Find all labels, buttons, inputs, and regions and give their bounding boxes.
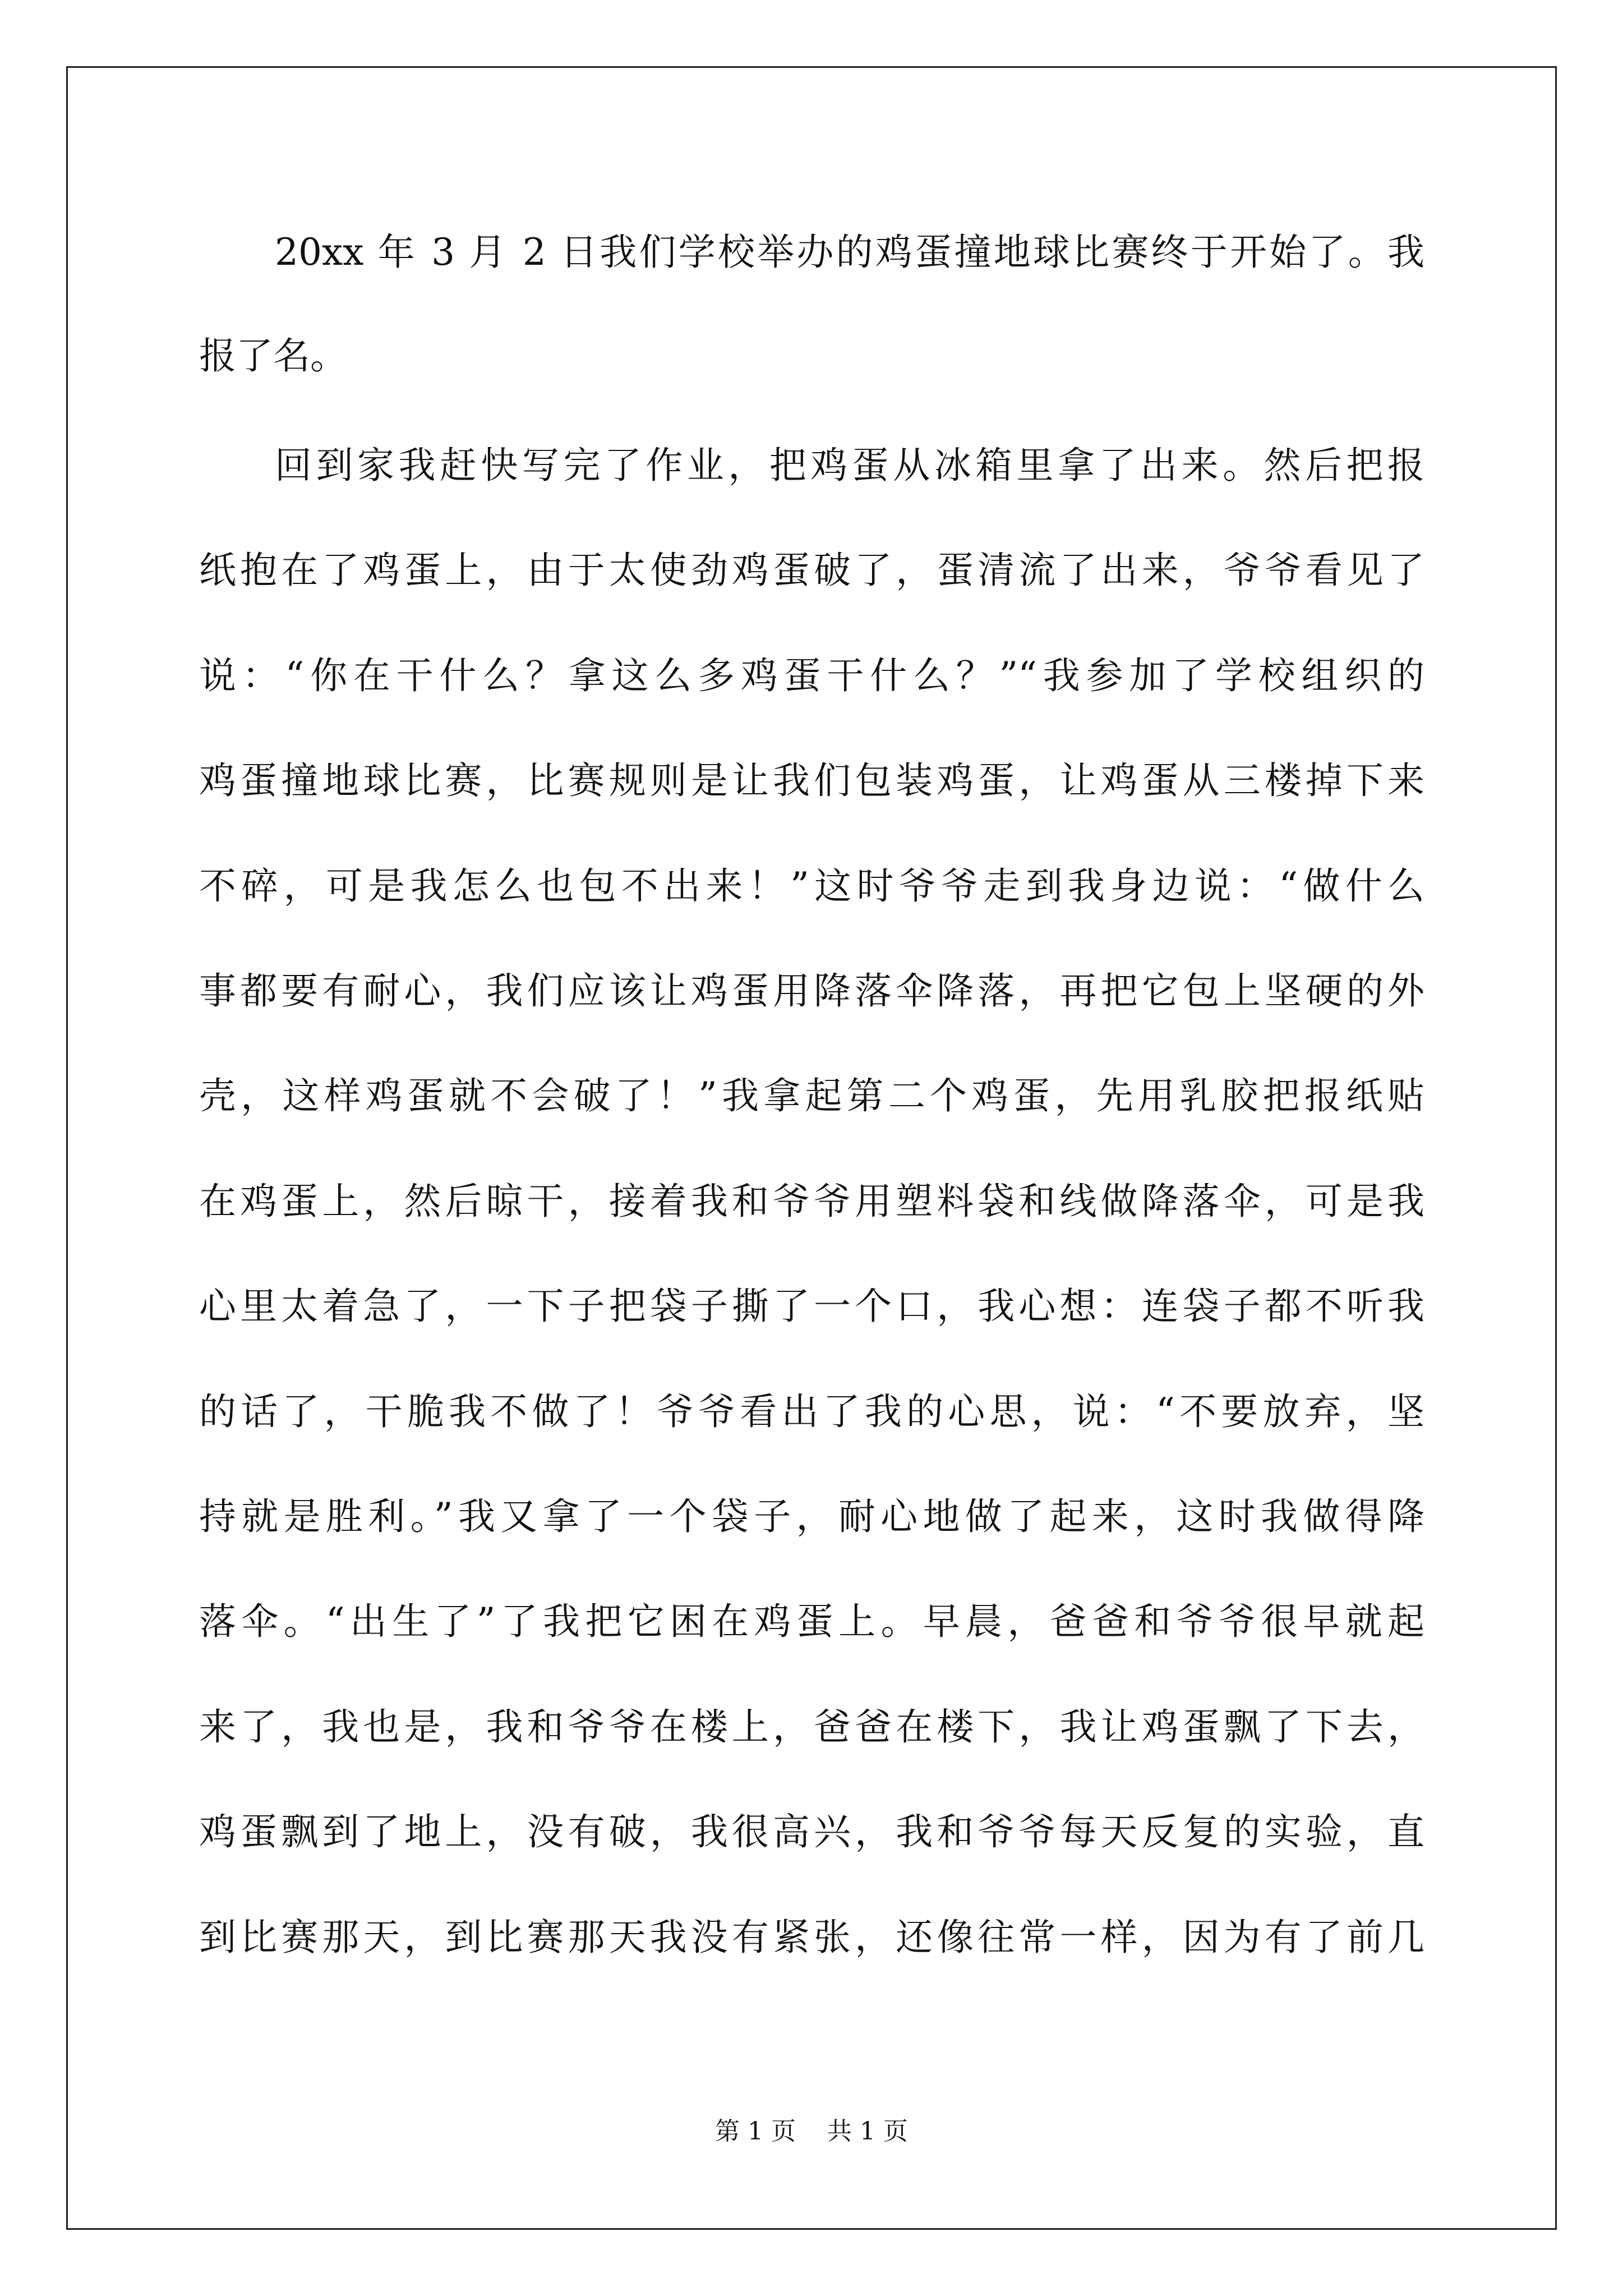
text-line: 在鸡蛋上，然后晾干，接着我和爷爷用塑料袋和线做降落伞，可是我 xyxy=(199,1180,1424,1223)
text-line: 持就是胜利。”我又拿了一个袋子，耐心地做了起来，这时我做得降 xyxy=(199,1495,1424,1538)
text-line: 到比赛那天，到比赛那天我没有紧张，还像往常一样，因为有了前几 xyxy=(199,1916,1424,1959)
text-line: 说：“你在干什么？拿这么多鸡蛋干什么？”“我参加了学校组织的 xyxy=(199,654,1424,697)
page-footer xyxy=(0,2115,1623,2148)
text-line: 的话了，干脆我不做了！爷爷看出了我的心思，说：“不要放弃，坚 xyxy=(199,1390,1424,1433)
page-total: 共 1 页 xyxy=(827,2117,908,2146)
text-line: 报了名。 xyxy=(199,334,347,378)
text-line: 纸抱在了鸡蛋上，由于太使劲鸡蛋破了，蛋清流了出来，爷爷看见了 xyxy=(199,549,1424,592)
text-line: 壳，这样鸡蛋就不会破了！”我拿起第二个鸡蛋，先用乳胶把报纸贴 xyxy=(199,1074,1424,1117)
page-border xyxy=(66,66,1557,2230)
text-line: 不碎，可是我怎么也包不出来！”这时爷爷走到我身边说：“做什么 xyxy=(199,864,1424,908)
text-line: 来了，我也是，我和爷爷在楼上，爸爸在楼下，我让鸡蛋飘了下去， xyxy=(199,1705,1424,1749)
text-line: 事都要有耐心，我们应该让鸡蛋用降落伞降落，再把它包上坚硬的外 xyxy=(199,969,1424,1013)
text-line: 心里太着急了，一下子把袋子撕了一个口，我心想：连袋子都不听我 xyxy=(199,1285,1424,1328)
text-line: 落伞。“出生了”了我把它困在鸡蛋上。早晨，爸爸和爷爷很早就起 xyxy=(199,1600,1424,1643)
text-line: 20xx 年 3 月 2 日我们学校举办的鸡蛋撞地球比赛终于开始了。我 xyxy=(275,231,1424,274)
text-line: 鸡蛋撞地球比赛，比赛规则是让我们包装鸡蛋，让鸡蛋从三楼掉下来 xyxy=(199,759,1424,802)
text-line: 鸡蛋飘到了地上，没有破，我很高兴，我和爷爷每天反复的实验，直 xyxy=(199,1810,1424,1853)
text-line: 回到家我赶快写完了作业，把鸡蛋从冰箱里拿了出来。然后把报 xyxy=(275,444,1424,487)
page-number: 第 1 页 xyxy=(715,2117,796,2146)
